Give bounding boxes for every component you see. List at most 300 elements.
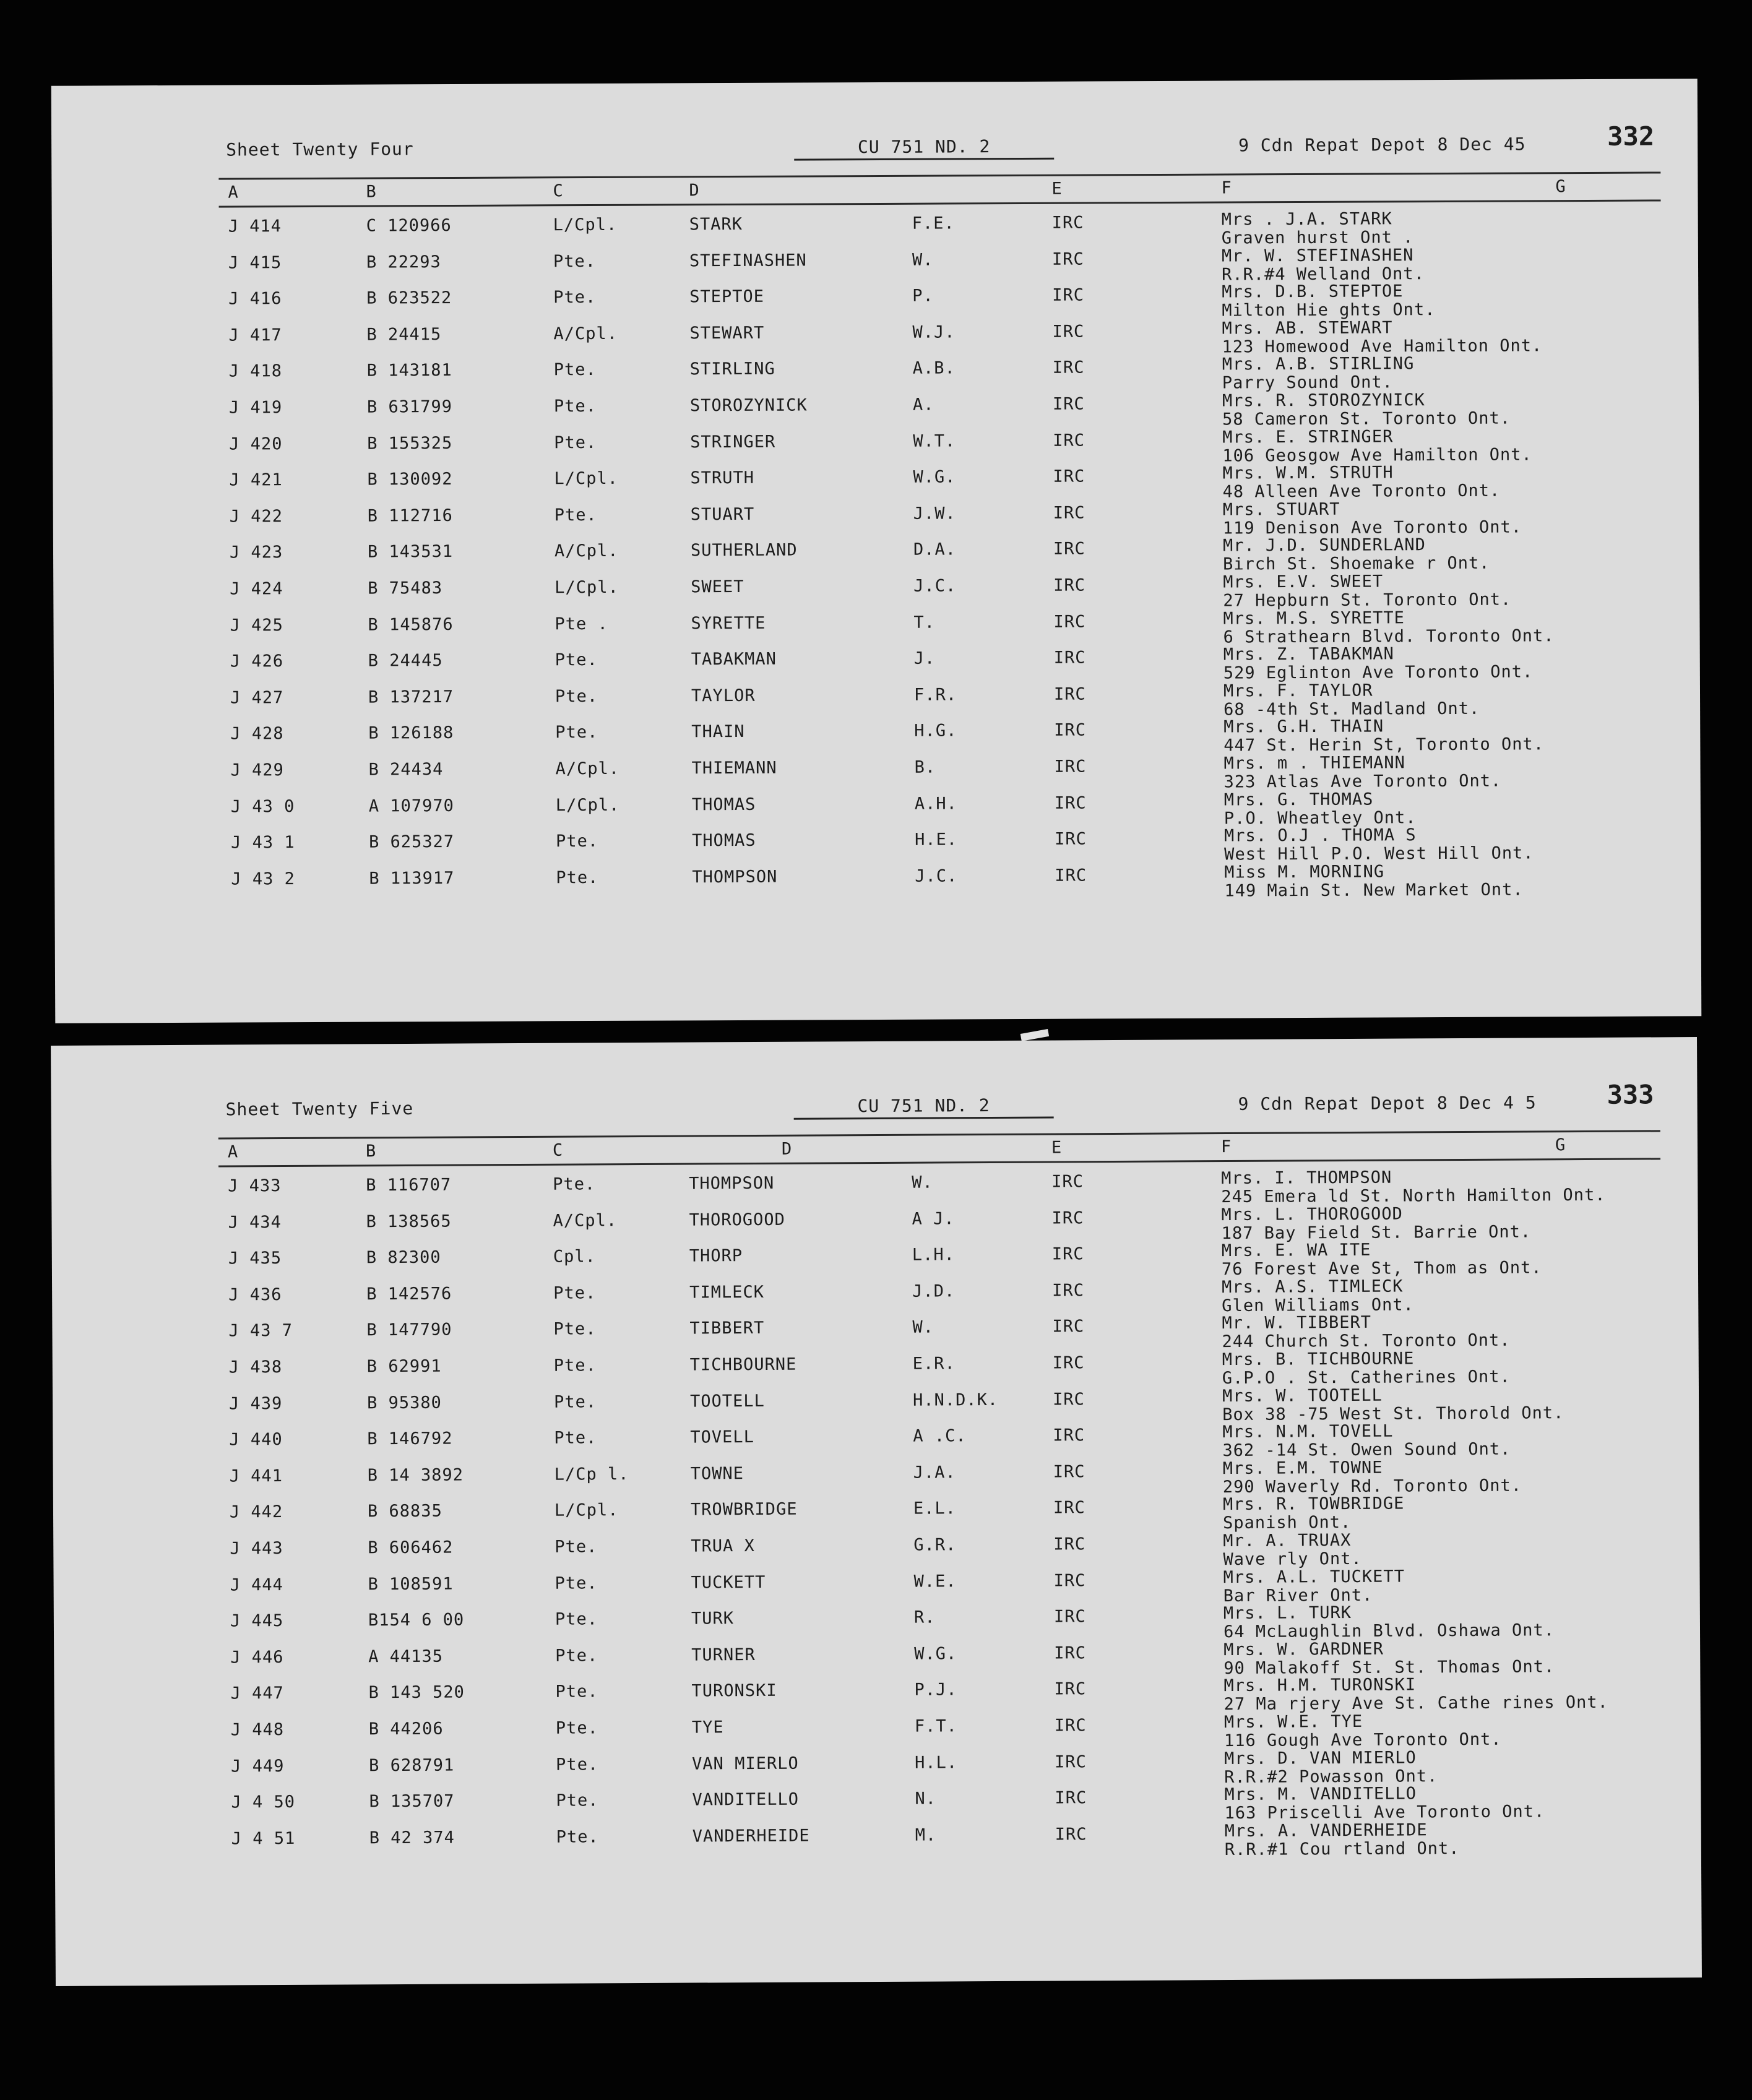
- rank-cell: Pte.: [555, 723, 598, 742]
- next-of-kin-cell: Mrs. O.J . THOMA S: [1223, 825, 1417, 846]
- address-cell: 27 Ma rjery Ave St. Cathe rines Ont.: [1223, 1693, 1608, 1715]
- corps-cell: IRC: [1053, 1462, 1085, 1482]
- table-row: [54, 718, 1700, 762]
- initials-cell: P.: [912, 286, 934, 306]
- rank-cell: Pte.: [555, 1537, 598, 1557]
- surname-cell: TYE: [691, 1718, 724, 1737]
- surname-cell: TABAKMAN: [691, 649, 777, 669]
- regimental-number-cell: B 623522: [366, 288, 452, 308]
- service-number-cell: J 439: [228, 1393, 283, 1414]
- corps-cell: IRC: [1052, 322, 1085, 342]
- rank-cell: A/Cpl.: [554, 541, 619, 561]
- page-number: 333: [1607, 1079, 1654, 1110]
- service-number-cell: J 449: [231, 1756, 285, 1776]
- initials-cell: J.A.: [913, 1463, 956, 1482]
- surname-cell: THOROGOOD: [689, 1210, 785, 1230]
- service-number-cell: J 43 0: [230, 796, 295, 817]
- rank-cell: Pte.: [553, 1319, 597, 1340]
- regimental-number-cell: C 120966: [366, 215, 452, 236]
- next-of-kin-cell: Mrs. M. VANDITELLO: [1224, 1784, 1417, 1805]
- unit-heading: CU 751 ND. 2: [794, 136, 1054, 161]
- next-of-kin-cell: Miss M. MORNING: [1224, 862, 1385, 882]
- regimental-number-cell: B 44206: [368, 1719, 444, 1739]
- address-cell: Birch St. Shoemake r Ont.: [1223, 554, 1490, 574]
- initials-cell: W.T.: [913, 431, 956, 451]
- table-row: [52, 210, 1698, 254]
- initials-cell: H.L.: [915, 1752, 958, 1773]
- corps-cell: IRC: [1051, 1244, 1084, 1264]
- initials-cell: R.: [913, 1607, 936, 1627]
- regimental-number-cell: B 606462: [368, 1538, 454, 1558]
- service-number-cell: J 420: [229, 434, 283, 454]
- rank-cell: L/Cpl.: [554, 1500, 619, 1521]
- column-header-e: E: [1051, 179, 1062, 199]
- initials-cell: F.E.: [912, 213, 955, 233]
- surname-cell: TRUA X: [691, 1536, 755, 1556]
- rank-cell: L/Cpl.: [554, 469, 619, 489]
- address-cell: 68 -4th St. Madland Ont.: [1223, 699, 1480, 720]
- address-cell: Parry Sound Ont.: [1222, 372, 1393, 393]
- regimental-number-cell: B 138565: [366, 1211, 452, 1231]
- corps-cell: IRC: [1053, 648, 1086, 668]
- corps-cell: IRC: [1055, 866, 1087, 885]
- address-cell: R.R.#1 Cou rtland Ont.: [1224, 1838, 1460, 1859]
- initials-cell: N.: [915, 1789, 937, 1809]
- surname-cell: TOOTELL: [689, 1391, 765, 1411]
- initials-cell: W.: [912, 1173, 933, 1192]
- rank-cell: Pte.: [555, 1682, 598, 1702]
- divider: [218, 1130, 1660, 1139]
- next-of-kin-cell: Mrs. R. TOWBRIDGE: [1222, 1494, 1405, 1515]
- address-cell: 106 Geosgow Ave Hamilton Ont.: [1222, 444, 1532, 466]
- address-cell: 48 Alleen Ave Toronto Ont.: [1222, 481, 1501, 502]
- rank-cell: Pte .: [555, 614, 608, 634]
- address-cell: 119 Denison Ave Toronto Ont.: [1222, 517, 1522, 538]
- surname-cell: TROWBRIDGE: [690, 1500, 798, 1520]
- address-cell: R.R.#2 Powasson Ont.: [1224, 1766, 1438, 1787]
- corps-cell: IRC: [1055, 1825, 1087, 1844]
- initials-cell: A J.: [912, 1208, 955, 1229]
- table-row: [54, 827, 1701, 870]
- corps-cell: IRC: [1052, 285, 1085, 305]
- rank-cell: L/Cpl.: [553, 215, 618, 235]
- rank-cell: L/Cpl.: [555, 577, 619, 598]
- initials-cell: H.G.: [914, 721, 957, 741]
- corps-cell: IRC: [1053, 1534, 1086, 1554]
- next-of-kin-cell: Mrs. m . THIEMANN: [1223, 753, 1405, 773]
- rank-cell: A/Cpl.: [553, 1210, 618, 1231]
- surname-cell: TURNER: [691, 1645, 756, 1665]
- sheet-title: Sheet Twenty Four: [226, 139, 414, 160]
- corps-cell: IRC: [1051, 213, 1084, 233]
- initials-cell: E.R.: [912, 1354, 956, 1374]
- rank-cell: Pte.: [555, 1646, 598, 1666]
- next-of-kin-cell: Mrs. G.H. THAIN: [1223, 716, 1384, 737]
- table-row: [53, 392, 1699, 435]
- surname-cell: STEPTOE: [689, 286, 765, 307]
- surname-cell: STUART: [690, 504, 755, 525]
- column-header-g: G: [1555, 1135, 1566, 1155]
- surname-cell: TURONSKI: [691, 1681, 777, 1701]
- service-number-cell: J 4 50: [231, 1792, 296, 1812]
- initials-cell: F.T.: [914, 1716, 957, 1736]
- rank-cell: Pte.: [555, 686, 598, 707]
- regimental-number-cell: B 75483: [368, 579, 443, 598]
- regimental-number-cell: B154 6 00: [368, 1610, 465, 1630]
- initials-cell: J.C.: [913, 576, 957, 596]
- next-of-kin-cell: Mrs. R. STOROZYNICK: [1222, 390, 1425, 411]
- corps-cell: IRC: [1054, 793, 1087, 813]
- surname-cell: TURK: [691, 1609, 735, 1629]
- next-of-kin-cell: Mrs. A.L. TUCKETT: [1223, 1567, 1405, 1587]
- next-of-kin-cell: Mrs. AB. STEWART: [1222, 318, 1393, 338]
- initials-cell: W.E.: [913, 1571, 957, 1591]
- regimental-number-cell: B 135707: [369, 1791, 455, 1812]
- page-number: 332: [1607, 121, 1655, 152]
- column-header-e: E: [1051, 1138, 1062, 1158]
- regimental-number-cell: B 22293: [366, 252, 441, 272]
- corps-cell: IRC: [1054, 1716, 1087, 1736]
- surname-cell: TIMLECK: [689, 1282, 765, 1302]
- column-header-a: A: [228, 183, 238, 202]
- service-number-cell: J 416: [228, 289, 282, 309]
- address-cell: 27 Hepburn St. Toronto Ont.: [1223, 590, 1512, 611]
- service-number-cell: J 428: [230, 724, 284, 744]
- address-cell: 447 St. Herin St, Toronto Ont.: [1223, 734, 1545, 755]
- service-number-cell: J 423: [229, 543, 283, 562]
- service-number-cell: J 415: [228, 252, 282, 273]
- service-number-cell: J 448: [230, 1720, 285, 1740]
- service-number-cell: J 419: [228, 398, 283, 418]
- unit-heading: CU 751 ND. 2: [793, 1095, 1053, 1119]
- regimental-number-cell: B 143531: [367, 542, 454, 562]
- address-cell: Box 38 -75 West St. Thorold Ont.: [1222, 1403, 1564, 1424]
- column-header-c: C: [553, 181, 563, 201]
- initials-cell: A.H.: [914, 794, 957, 814]
- next-of-kin-cell: Mrs. G. THOMAS: [1223, 790, 1374, 810]
- next-of-kin-cell: Mr. W. STEFINASHEN: [1221, 245, 1414, 266]
- address-cell: 245 Emera ld St. North Hamilton Ont.: [1221, 1185, 1606, 1207]
- regimental-number-cell: B 155325: [367, 433, 453, 454]
- address-cell: 529 Eglinton Ave Toronto Ont.: [1223, 662, 1534, 683]
- sheet-title: Sheet Twenty Five: [225, 1098, 414, 1120]
- initials-cell: J.C.: [915, 866, 958, 886]
- next-of-kin-cell: Mrs. E. WA ITE: [1221, 1240, 1371, 1261]
- regimental-number-cell: B 143181: [366, 361, 452, 381]
- next-of-kin-cell: Mrs. B. TICHBOURNE: [1222, 1349, 1415, 1370]
- surname-cell: SUTHERLAND: [690, 540, 798, 561]
- next-of-kin-cell: Mrs. D. VAN MIERLO: [1224, 1748, 1417, 1768]
- table-row: [54, 863, 1701, 906]
- column-header-d: D: [781, 1139, 792, 1159]
- initials-cell: T.: [913, 613, 936, 632]
- service-number-cell: J 434: [228, 1212, 282, 1233]
- surname-cell: THIEMANN: [691, 758, 777, 778]
- corps-cell: IRC: [1051, 1208, 1084, 1228]
- regimental-number-cell: B 143 520: [368, 1682, 465, 1703]
- corps-cell: IRC: [1052, 1389, 1085, 1409]
- address-cell: 6 Strathearn Blvd. Toronto Ont.: [1223, 626, 1555, 647]
- initials-cell: G.R.: [913, 1535, 957, 1555]
- initials-cell: J.W.: [913, 504, 956, 523]
- next-of-kin-cell: Mrs. A. VANDERHEIDE: [1224, 1820, 1428, 1841]
- corps-cell: IRC: [1053, 1570, 1086, 1591]
- rank-cell: Pte.: [556, 867, 599, 888]
- service-number-cell: J 435: [228, 1249, 282, 1268]
- address-cell: 323 Atlas Ave Toronto Ont.: [1223, 771, 1502, 792]
- address-cell: P.O. Wheatley Ont.: [1223, 807, 1417, 828]
- address-cell: 290 Waverly Rd. Toronto Ont.: [1222, 1476, 1522, 1497]
- corps-cell: IRC: [1054, 720, 1087, 741]
- corps-cell: IRC: [1053, 431, 1085, 450]
- address-cell: 362 -14 St. Owen Sound Ont.: [1222, 1439, 1511, 1461]
- rank-cell: Pte.: [553, 396, 597, 416]
- address-cell: 58 Cameron St. Toronto Ont.: [1222, 408, 1511, 429]
- regimental-number-cell: B 108591: [368, 1574, 454, 1594]
- surname-cell: TUCKETT: [691, 1572, 766, 1593]
- rank-cell: Pte.: [553, 288, 597, 308]
- corps-cell: IRC: [1052, 394, 1085, 414]
- initials-cell: H.N.D.K.: [912, 1390, 999, 1410]
- column-header-d: D: [689, 181, 699, 200]
- table-row: [54, 754, 1700, 798]
- address-cell: 244 Church St. Toronto Ont.: [1222, 1331, 1511, 1352]
- address-cell: West Hill P.O. West Hill Ont.: [1224, 843, 1534, 864]
- next-of-kin-cell: Mr. W. TIBBERT: [1222, 1313, 1372, 1333]
- rank-cell: Pte.: [553, 360, 597, 380]
- surname-cell: STRINGER: [690, 432, 776, 452]
- corps-cell: IRC: [1053, 539, 1085, 559]
- service-number-cell: J 447: [230, 1684, 284, 1703]
- divider: [218, 171, 1660, 179]
- surname-cell: STIRLING: [689, 359, 775, 379]
- regimental-number-cell: B 82300: [366, 1247, 441, 1268]
- surname-cell: VAN MIERLO: [692, 1754, 799, 1774]
- corps-cell: IRC: [1053, 1607, 1086, 1627]
- regimental-number-cell: B 130092: [367, 470, 453, 489]
- regimental-number-cell: B 625327: [368, 832, 455, 852]
- address-cell: Milton Hie ghts Ont.: [1222, 300, 1436, 321]
- rank-cell: L/Cpl.: [555, 795, 620, 815]
- divider: [218, 1158, 1660, 1167]
- corps-cell: IRC: [1053, 575, 1086, 595]
- initials-cell: A.B.: [912, 358, 956, 379]
- rank-cell: A/Cpl.: [553, 324, 618, 344]
- regimental-number-cell: B 146792: [367, 1429, 453, 1449]
- service-number-cell: J 422: [229, 506, 283, 527]
- surname-cell: VANDERHEIDE: [692, 1826, 810, 1846]
- surname-cell: STEFINASHEN: [689, 251, 807, 270]
- initials-cell: W.: [912, 1317, 934, 1338]
- table-row: [53, 428, 1699, 471]
- column-header-f: F: [1220, 1137, 1232, 1157]
- regimental-number-cell: B 62991: [366, 1356, 442, 1377]
- next-of-kin-cell: Mrs. W. GARDNER: [1223, 1639, 1384, 1659]
- next-of-kin-cell: Mrs. Z. TABAKMAN: [1223, 644, 1394, 665]
- next-of-kin-cell: Mrs. E.M. TOWNE: [1222, 1458, 1383, 1478]
- rank-cell: Pte.: [556, 1791, 599, 1810]
- next-of-kin-cell: Mrs . J.A. STARK: [1221, 209, 1392, 230]
- address-cell: G.P.O . St. Catherines Ont.: [1222, 1367, 1511, 1388]
- service-number-cell: J 429: [230, 760, 284, 780]
- surname-cell: STRUTH: [690, 468, 755, 488]
- corps-cell: IRC: [1052, 1317, 1085, 1336]
- initials-cell: H.E.: [914, 830, 958, 850]
- rank-cell: Pte.: [555, 1609, 598, 1629]
- service-number-cell: J 440: [229, 1430, 283, 1450]
- rank-cell: Pte.: [554, 505, 597, 525]
- address-cell: Wave rly Ont.: [1223, 1549, 1362, 1570]
- rank-cell: Pte.: [553, 1174, 596, 1194]
- table-row: [53, 464, 1699, 507]
- column-header-g: G: [1555, 177, 1566, 197]
- initials-cell: B.: [914, 757, 936, 777]
- service-number-cell: J 436: [228, 1285, 282, 1305]
- regimental-number-cell: B 24434: [368, 760, 444, 780]
- regimental-number-cell: B 631799: [366, 397, 453, 417]
- service-number-cell: J 444: [230, 1575, 283, 1595]
- surname-cell: TOWNE: [690, 1463, 744, 1484]
- surname-cell: THAIN: [691, 722, 745, 742]
- rank-cell: Pte.: [553, 1283, 597, 1303]
- address-cell: 187 Bay Field St. Barrie Ont.: [1221, 1222, 1532, 1243]
- service-number-cell: J 427: [230, 687, 284, 708]
- rank-cell: Pte.: [556, 1754, 599, 1775]
- depot-date: 9 Cdn Repat Depot 8 Dec 4 5: [1238, 1092, 1537, 1114]
- next-of-kin-cell: Mr. A. TRUAX: [1223, 1530, 1352, 1551]
- table-row: [53, 501, 1699, 544]
- table-row: [54, 645, 1700, 689]
- next-of-kin-cell: Mrs. W. TOOTELL: [1222, 1385, 1383, 1406]
- surname-cell: TICHBOURNE: [689, 1354, 797, 1375]
- next-of-kin-cell: Mrs. M.S. SYRETTE: [1223, 608, 1405, 629]
- corps-cell: IRC: [1051, 249, 1084, 269]
- service-number-cell: J 43 2: [231, 869, 295, 889]
- service-number-cell: J 438: [228, 1358, 283, 1377]
- depot-date: 9 Cdn Repat Depot 8 Dec 45: [1238, 134, 1526, 156]
- corps-cell: IRC: [1053, 612, 1086, 632]
- corps-cell: IRC: [1054, 829, 1087, 849]
- table-row: [52, 283, 1698, 326]
- service-number-cell: J 425: [230, 615, 283, 635]
- initials-cell: W.G.: [914, 1644, 957, 1664]
- column-header-b: B: [365, 1142, 376, 1161]
- service-number-cell: J 418: [228, 361, 283, 381]
- divider: [219, 199, 1661, 207]
- next-of-kin-cell: Mr. J.D. SUNDERLAND: [1222, 535, 1426, 556]
- initials-cell: W.G.: [913, 467, 956, 487]
- corps-cell: IRC: [1055, 1788, 1087, 1808]
- initials-cell: P.J.: [914, 1680, 957, 1700]
- initials-cell: M.: [915, 1825, 937, 1845]
- corps-cell: IRC: [1054, 1679, 1087, 1699]
- service-number-cell: J 433: [228, 1176, 282, 1196]
- regimental-number-cell: B 147790: [366, 1320, 452, 1340]
- next-of-kin-cell: Mrs. F. TAYLOR: [1223, 681, 1373, 701]
- service-number-cell: J 4 51: [231, 1828, 296, 1849]
- regimental-number-cell: B 142576: [366, 1284, 452, 1304]
- initials-cell: J.D.: [912, 1281, 956, 1301]
- regimental-number-cell: B 112716: [367, 506, 453, 526]
- rank-cell: A/Cpl.: [555, 759, 620, 779]
- next-of-kin-cell: Mrs. D.B. STEPTOE: [1222, 282, 1404, 302]
- rank-cell: Cpl.: [553, 1247, 596, 1267]
- nominal-roll-sheet: [51, 79, 1702, 1023]
- address-cell: Graven hurst Ont .: [1221, 228, 1414, 248]
- surname-cell: VANDITELLO: [692, 1789, 800, 1810]
- regimental-number-cell: B 126188: [368, 723, 454, 743]
- address-cell: Bar River Ont.: [1223, 1585, 1373, 1606]
- address-cell: 76 Forest Ave St, Thom as Ont.: [1221, 1258, 1542, 1280]
- rank-cell: Pte.: [553, 1392, 597, 1412]
- next-of-kin-cell: Mrs. H.M. TURONSKI: [1223, 1675, 1417, 1696]
- initials-cell: W.: [912, 250, 934, 270]
- table-row: [54, 682, 1700, 725]
- next-of-kin-cell: Mrs. L. THOROGOOD: [1221, 1204, 1403, 1224]
- next-of-kin-cell: Mrs. STUART: [1222, 499, 1340, 520]
- surname-cell: THOMPSON: [692, 867, 778, 887]
- corps-cell: IRC: [1053, 467, 1085, 486]
- address-cell: 149 Main St. New Market Ont.: [1224, 880, 1524, 901]
- service-number-cell: J 421: [229, 470, 283, 490]
- regimental-number-cell: B 113917: [369, 868, 455, 889]
- surname-cell: THORP: [689, 1246, 743, 1266]
- service-number-cell: J 445: [230, 1611, 284, 1631]
- rank-cell: Pte.: [554, 1428, 597, 1448]
- surname-cell: STEWART: [689, 323, 765, 343]
- initials-cell: L.H.: [912, 1245, 955, 1265]
- initials-cell: D.A.: [913, 540, 957, 560]
- corps-cell: IRC: [1053, 684, 1086, 704]
- rank-cell: Pte.: [553, 251, 597, 271]
- service-number-cell: J 414: [228, 217, 282, 236]
- address-cell: 116 Gough Ave Toronto Ont.: [1223, 1729, 1502, 1751]
- address-cell: Glen Williams Ont.: [1222, 1295, 1414, 1315]
- surname-cell: THOMAS: [691, 831, 756, 851]
- initials-cell: W.J.: [912, 322, 956, 342]
- corps-cell: IRC: [1054, 757, 1087, 777]
- rank-cell: Pte.: [553, 1356, 597, 1375]
- service-number-cell: J 443: [230, 1539, 283, 1559]
- table-row: [54, 791, 1701, 834]
- regimental-number-cell: B 145876: [368, 614, 454, 635]
- address-cell: 90 Malakoff St. St. Thomas Ont.: [1223, 1657, 1555, 1678]
- next-of-kin-cell: Mrs. N.M. TOVELL: [1222, 1421, 1394, 1442]
- corps-cell: IRC: [1053, 503, 1085, 523]
- table-row: [53, 573, 1699, 616]
- corps-cell: IRC: [1052, 1281, 1084, 1301]
- nominal-roll-sheet: [51, 1037, 1702, 1986]
- regimental-number-cell: B 24415: [366, 324, 442, 345]
- next-of-kin-cell: Mrs. E. STRINGER: [1222, 426, 1394, 447]
- corps-cell: IRC: [1053, 1426, 1085, 1445]
- rank-cell: L/Cp l.: [554, 1464, 629, 1484]
- initials-cell: F.R.: [913, 685, 957, 705]
- regimental-number-cell: B 116707: [366, 1175, 452, 1195]
- rank-cell: Pte.: [555, 1573, 598, 1593]
- corps-cell: IRC: [1052, 358, 1085, 378]
- regimental-number-cell: A 107970: [368, 796, 454, 816]
- service-number-cell: J 424: [230, 579, 283, 599]
- column-header-c: C: [552, 1140, 563, 1160]
- table-row: [52, 247, 1698, 290]
- regimental-number-cell: B 137217: [368, 687, 454, 707]
- surname-cell: THOMAS: [691, 794, 756, 814]
- initials-cell: A .C.: [913, 1426, 967, 1446]
- surname-cell: STARK: [689, 214, 743, 235]
- regimental-number-cell: B 24445: [368, 651, 443, 671]
- regimental-number-cell: B 95380: [366, 1393, 442, 1413]
